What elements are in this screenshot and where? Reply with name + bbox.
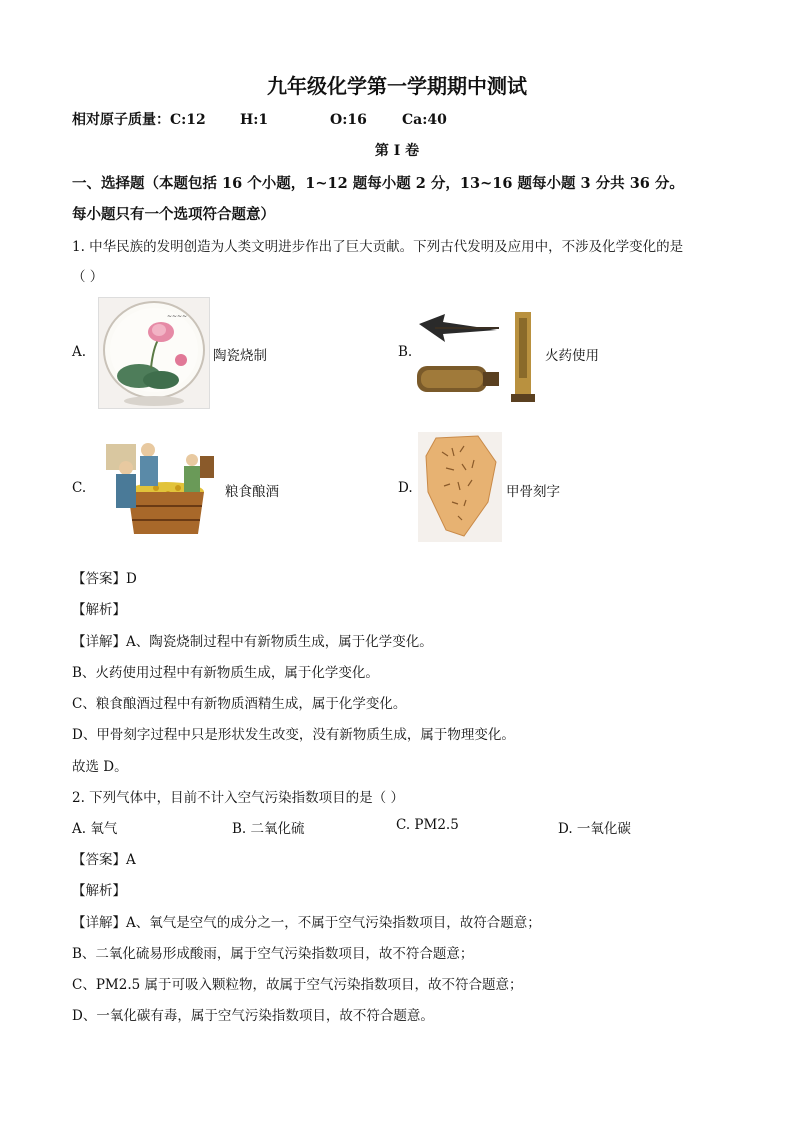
svg-text:~~~~: ~~~~ <box>167 313 188 320</box>
q1-stem-line2: （ ） <box>72 269 104 285</box>
porcelain-plate-image <box>98 297 210 409</box>
q2-answer: 【答案】A <box>72 852 136 868</box>
q1-option-d-caption: 甲骨刻字 <box>506 484 560 500</box>
atomic-mass-label: 相对原子质量： <box>72 112 170 128</box>
oracle-bone-image <box>418 432 502 542</box>
q2-option-d: D. 一氧化碳 <box>558 821 631 837</box>
gunpowder-weapons-image <box>415 310 543 406</box>
q2-detail-line: 【详解】A、氧气是空气的成分之一，不属于空气污染指数项目，故符合题意； <box>72 915 541 931</box>
q1-option-a-letter: A. <box>72 344 87 360</box>
q1-option-d-letter: D. <box>398 480 413 496</box>
q1-option-c-letter: C. <box>72 480 87 496</box>
q2-option-b: B. 二氧化硫 <box>232 821 305 837</box>
section-heading-line2: 每小题只有一个选项符合题意） <box>72 206 275 223</box>
q1-option-b-letter: B. <box>398 344 413 360</box>
q2-detail-line: B、二氧化硫易形成酸雨，属于空气污染指数项目，故不符合题意； <box>72 946 474 962</box>
page-title: 九年级化学第一学期期中测试 <box>267 74 527 98</box>
atomic-mass-o: O:16 <box>330 112 367 128</box>
q2-detail-line: C、PM2.5 属于可吸入颗粒物，故属于空气污染指数项目，故不符合题意； <box>72 977 523 993</box>
q1-answer: 【答案】D <box>72 571 137 587</box>
atomic-mass-line <box>72 109 447 129</box>
q1-detail-line: 【详解】A、陶瓷烧制过程中有新物质生成，属于化学变化。 <box>72 634 433 650</box>
wine-brewing-image <box>98 436 220 546</box>
q1-conclusion: 故选 D。 <box>72 759 128 775</box>
q2-option-a: A. 氧气 <box>72 821 118 837</box>
q1-detail-line: C、粮食酿酒过程中有新物质酒精生成，属于化学变化。 <box>72 696 407 712</box>
q2-analysis-label: 【解析】 <box>72 883 126 899</box>
volume-heading: 第 I 卷 <box>374 143 420 159</box>
atomic-mass-ca: Ca:40 <box>402 112 447 128</box>
atomic-mass-h: H:1 <box>240 112 269 128</box>
q1-detail-line: D、甲骨刻字过程中只是形状发生改变，没有新物质生成，属于物理变化。 <box>72 727 515 743</box>
q1-option-a-caption: 陶瓷烧制 <box>213 348 267 364</box>
q2-option-c: C. PM2.5 <box>396 817 459 833</box>
q1-option-b-caption: 火药使用 <box>545 348 599 364</box>
q2-detail-line: D、一氧化碳有毒，属于空气污染指数项目，故不符合题意。 <box>72 1008 434 1024</box>
atomic-mass-c: C:12 <box>170 112 206 128</box>
section-heading-line1: 一、选择题（本题包括 16 个小题，1~12 题每小题 2 分，13~16 题每小题 3 分共 36 分。 <box>72 175 684 192</box>
q2-stem: 2. 下列气体中，目前不计入空气污染指数项目的是（ ） <box>72 790 404 806</box>
q1-option-c-caption: 粮食酿酒 <box>225 484 279 500</box>
q1-detail-line: B、火药使用过程中有新物质生成，属于化学变化。 <box>72 665 379 681</box>
q1-analysis-label: 【解析】 <box>72 602 126 618</box>
q1-stem-line1: 1. 中华民族的发明创造为人类文明进步作出了巨大贡献。下列古代发明及应用中，不涉及化学变化的是 <box>72 239 684 255</box>
